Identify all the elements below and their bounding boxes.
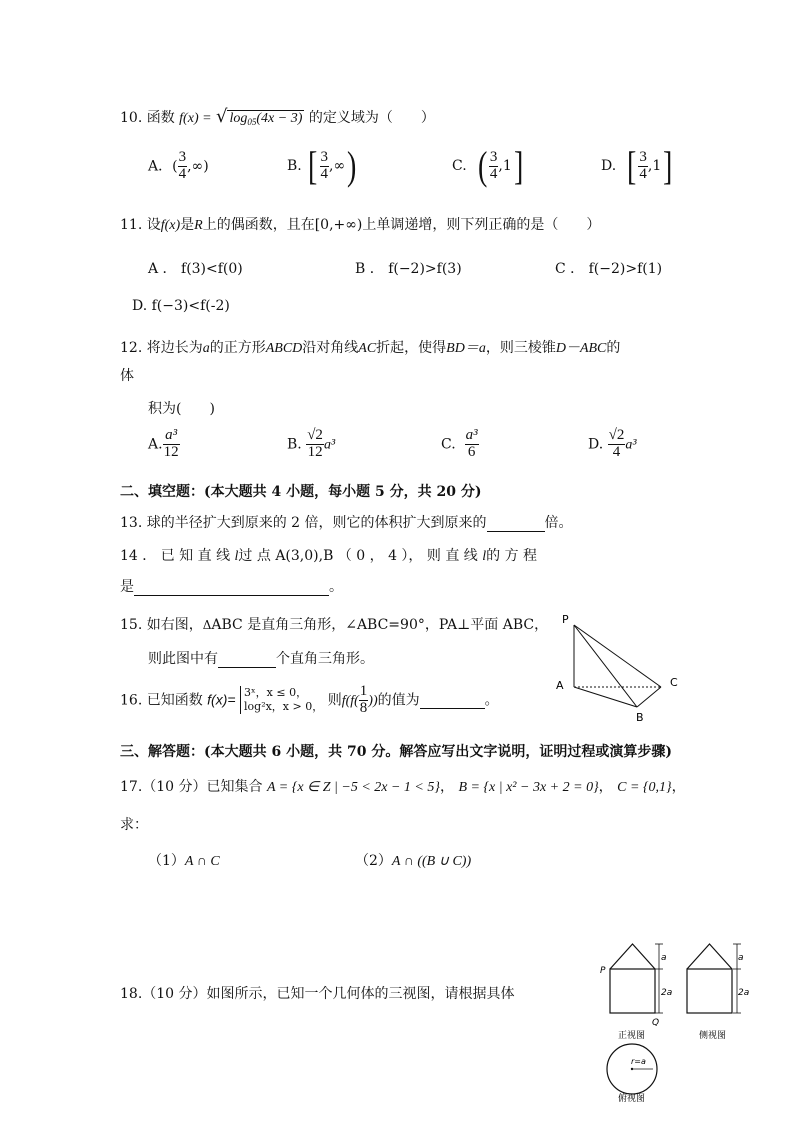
sqrt-expr: $\log_{05}(4x - 3)$	[229, 111, 303, 127]
svg-text:正视图: 正视图	[618, 1031, 646, 1041]
side-view	[687, 944, 749, 1041]
label-a: A	[556, 679, 564, 692]
q14-line-2: 是 。	[120, 579, 343, 595]
q12-line-2: 体	[120, 368, 134, 384]
label-c: C	[670, 676, 678, 689]
question-12: 12. 将边长为a的正方形ABCD沿对角线AC折起，使得BD＝a，则三棱锥D－ABC的	[120, 340, 621, 356]
q11-option-d: D. f(−3)<f(-2)	[132, 298, 230, 314]
q17-line-2: 求：	[120, 817, 148, 833]
q15-line-2: 则此图中有 个直角三角形。	[148, 651, 374, 667]
q11-option-b: B ． f(−2)>f(3)	[355, 261, 462, 277]
question-17: 17.（10 分）已知集合 A = {x ∈ Z | −5 < 2x − 1 < 5}， B = {x | x² − 3x + 2 = 0}， C = {0,1}，	[120, 779, 686, 795]
option-a: A．( $\frac{3}{4}$ ,∞)	[148, 149, 209, 182]
top-view	[607, 1044, 657, 1104]
svg-text:a: a	[738, 953, 744, 963]
question-10: 10. 函数 f(x) = √ $\log_{05}(4x - 3)$ 的定义域为（ ）	[120, 106, 435, 127]
front-view	[600, 944, 672, 1041]
question-14: 14 ． 已 知 直 线 l过 点 A(3,0),B （ 0 ， 4 ）， 则 直 线 l的 方 程	[120, 548, 538, 564]
q12-option-a: A. $\frac{\text{a³}}{12}$	[148, 427, 179, 460]
tetrahedron-figure	[550, 610, 690, 725]
question-15: 15. 如右图，ΔABC 是直角三角形，∠ABC=90°，PA⊥平面 ABC，	[120, 617, 549, 633]
q11-option-c: C ． f(−2)>f(1)	[555, 261, 663, 277]
q11-option-a: A ． f(3)<f(0)	[148, 261, 243, 277]
piecewise-cases: 3ˣ，x ≤ 0， log²x，x > 0，	[240, 686, 323, 714]
label-p: P	[562, 613, 569, 626]
q12-option-b: B. $\frac{√2}{12}$ a³	[287, 427, 336, 460]
question-16: 16. 已知函数 f(x)= 3ˣ，x ≤ 0， log²x，x > 0， 则f(f( $\frac{1}{8}$ ))的值为 。	[120, 683, 499, 716]
answer-blank[interactable]	[487, 515, 545, 532]
svg-text:a: a	[661, 953, 667, 963]
question-18: 18.（10 分）如图所示，已知一个几何体的三视图，请根据具体	[120, 986, 515, 1002]
svg-text:侧视图: 侧视图	[699, 1031, 727, 1041]
question-13: 13. 球的半径扩大到原来的 2 倍，则它的体积扩大到原来的 倍。	[120, 515, 573, 531]
section-2-heading: 二、填空题：(本大题共 4 小题，每小题 5 分，共 20 分)	[120, 484, 482, 500]
q12-option-c: C. $\frac{\text{a³}}{6}$	[441, 427, 478, 460]
svg-text:俯视图: 俯视图	[618, 1094, 646, 1104]
option-b: B. [ $\frac{3}{4}$ ,∞)	[287, 143, 357, 188]
answer-blank[interactable]	[218, 651, 276, 668]
question-11: 11. 设f(x)是R上的偶函数，且在[0,+∞)上单调递增，则下列正确的是（ ）	[120, 217, 601, 233]
answer-blank[interactable]	[134, 579, 329, 596]
answer-blank[interactable]	[420, 692, 485, 709]
three-view-figure	[595, 935, 755, 1105]
function-expr: f(x) =	[179, 111, 212, 126]
option-c: C. ( $\frac{3}{4}$ ,1]	[452, 143, 524, 188]
section-3-heading: 三、解答题：(本大题共 6 小题，共 70 分。解答应写出文字说明，证明过程或演算步骤)	[120, 744, 672, 760]
svg-text:Q: Q	[652, 1018, 660, 1028]
svg-text:2a: 2a	[738, 988, 750, 998]
label-b: B	[636, 711, 644, 724]
q17-part-2: （2）A ∩ ((B ∪ C))	[355, 853, 472, 869]
q17-part-1: （1）A ∩ C	[148, 853, 220, 869]
option-d: D. [ $\frac{3}{4}$ ,1]	[601, 143, 673, 188]
svg-text:r=a: r=a	[631, 1057, 646, 1066]
svg-text:P: P	[600, 966, 606, 976]
q12-option-d: D. $\frac{√2}{4}$ a³	[588, 427, 637, 460]
svg-text:2a: 2a	[661, 988, 673, 998]
q12-line-3: 积为( )	[148, 401, 215, 417]
